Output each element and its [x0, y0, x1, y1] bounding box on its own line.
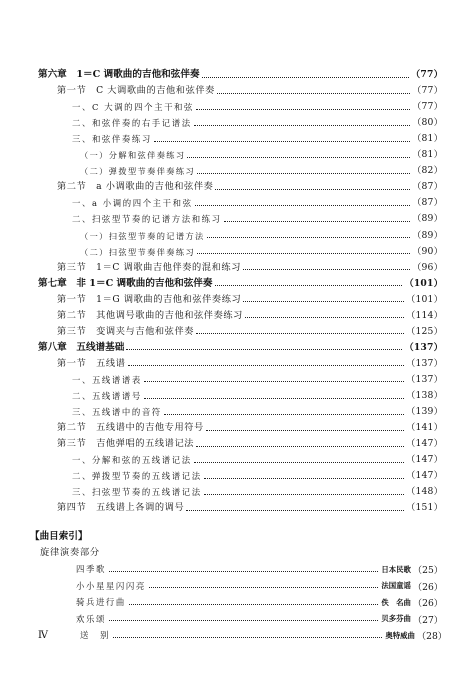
toc-entry-page: （77）: [412, 101, 443, 113]
toc-entry-page: （77）: [411, 69, 443, 80]
toc-entry: [80, 244, 443, 260]
toc-entry-page: （81）: [412, 149, 443, 161]
toc-entry-page: （90）: [412, 245, 443, 257]
song-origin: 奥特威曲: [385, 630, 415, 640]
toc-entry-title: （一）扫弦型节奏的记谱方法: [80, 230, 205, 241]
toc-entry-page: （80）: [412, 117, 443, 129]
song-entry: [76, 561, 443, 577]
toc-entry-page: （82）: [412, 165, 443, 177]
song-title: 四季歌: [76, 564, 106, 574]
toc-entry: [57, 324, 443, 340]
dot-leader: [204, 494, 404, 495]
toc-entry: [38, 340, 443, 356]
toc-entry-page: （139）: [406, 406, 443, 418]
dot-leader: [187, 157, 410, 158]
toc-entry-page: （125）: [406, 325, 443, 337]
toc-entry-title: 第七章 非 1＝C 调歌曲的吉他和弦伴奏: [38, 277, 213, 289]
toc-entry-title: 第一节 五线谱: [57, 357, 126, 369]
toc-entry: [72, 372, 443, 388]
dot-leader: [113, 637, 382, 638]
song-entry: [76, 578, 443, 594]
toc-entry-title: 三、扫弦型节奏的五线谱记法: [72, 487, 202, 498]
song-page: （26）: [412, 598, 443, 610]
toc-entry-title: 第六章 1＝C 调歌曲的吉他和弦伴奏: [38, 69, 200, 80]
dot-leader: [195, 205, 411, 206]
toc-entry-title: 一、分解和弦的五线谱记法: [72, 455, 192, 466]
page-number: Ⅳ: [38, 630, 48, 641]
toc-entry: [57, 420, 443, 436]
dot-leader: [197, 253, 410, 254]
toc-entry-page: （141）: [406, 422, 443, 434]
dot-leader: [196, 446, 404, 447]
toc-entry-title: 第三节 变调夹与吉他和弦伴奏: [57, 325, 195, 337]
toc-entry: [72, 468, 443, 484]
toc-entry-title: 二、五线谱谱号: [72, 391, 142, 401]
toc-entry: [72, 452, 443, 468]
toc-entry: [57, 356, 443, 372]
song-page: （26）: [412, 581, 443, 593]
toc-entry-page: （77）: [412, 85, 443, 97]
dot-leader: [144, 398, 404, 399]
dot-leader: [196, 109, 410, 110]
toc-entry: [80, 163, 443, 179]
toc-entry-title: 第四节 五线谱上各调的调号: [57, 502, 185, 514]
dot-leader: [129, 604, 378, 605]
toc-entry-title: 第三节 1＝C 调歌曲吉他伴奏的混和练习: [57, 261, 241, 273]
dot-leader: [194, 462, 404, 463]
dot-leader: [207, 237, 410, 238]
toc-entry: [80, 147, 443, 163]
toc-entry-page: （147）: [406, 470, 443, 482]
song-title: 骑兵进行曲: [76, 597, 126, 608]
toc-entry: [38, 276, 443, 292]
dot-leader: [186, 510, 404, 511]
song-origin: 贝多芬曲: [381, 614, 411, 624]
toc-entry-page: （89）: [412, 229, 443, 241]
toc-entry-title: 第三节 吉他弹唱的五线谱记法: [57, 438, 195, 450]
dot-leader: [128, 365, 405, 366]
song-page: （28）: [416, 631, 447, 643]
index-heading: 【曲目索引】: [30, 531, 88, 542]
dot-leader: [215, 189, 410, 190]
toc-entry-page: （114）: [406, 309, 443, 321]
toc-entry-title: 第一节 C 大调歌曲的吉他和弦伴奏: [57, 85, 215, 97]
toc-entry-page: （147）: [406, 454, 443, 466]
toc-entry: [57, 83, 443, 99]
toc-entry-title: 第二节 a 小调歌曲的吉他和弦伴奏: [57, 181, 214, 193]
toc-entry: [57, 308, 443, 324]
dot-leader: [243, 269, 410, 270]
toc-entry-page: （87）: [412, 181, 443, 193]
toc-entry: [72, 484, 443, 500]
dot-leader: [245, 317, 404, 318]
toc-entry-page: （96）: [412, 261, 443, 273]
toc-entry: [72, 131, 443, 147]
dot-leader: [204, 478, 404, 479]
dot-leader: [196, 333, 404, 334]
toc-entry: [57, 260, 443, 276]
toc-entry-title: （一）分解和弦伴奏练习: [80, 150, 186, 161]
toc-entry-title: 第一节 1＝G 调歌曲的吉他和弦伴奏练习: [57, 293, 242, 305]
toc-entry: [80, 228, 443, 244]
dot-leader: [109, 571, 378, 572]
dot-leader: [243, 301, 404, 302]
song-page: （27）: [412, 614, 443, 626]
toc-entry-title: 第八章 五线谱基础: [38, 341, 125, 353]
dot-leader: [215, 285, 403, 286]
toc-entry-title: 二、弹拨型节奏的五线谱记法: [72, 471, 202, 482]
toc-entry-title: 第二节 其他调号歌曲的吉他和弦伴奏练习: [57, 309, 243, 321]
song-origin: 日本民歌: [381, 564, 411, 574]
toc-entry-page: （138）: [406, 390, 443, 401]
toc-entry: [57, 179, 443, 195]
toc-entry-page: （101）: [406, 293, 443, 305]
song-entry: [76, 594, 443, 610]
toc-entry-page: （148）: [406, 486, 443, 498]
dot-leader: [126, 349, 402, 350]
dot-leader: [217, 93, 410, 94]
toc-entry-title: 二、和弦伴奏的右手记谱法: [72, 118, 192, 129]
song-entry: [76, 611, 443, 627]
toc-entry: [38, 67, 443, 83]
dot-leader: [194, 125, 410, 126]
dot-leader: [154, 141, 410, 142]
toc-entry-page: （137）: [406, 357, 443, 369]
toc-entry: [72, 99, 443, 115]
toc-entry-title: 第二节 五线谱中的吉他专用符号: [57, 422, 204, 434]
song-page: （25）: [412, 565, 443, 576]
song-title: 送 别: [80, 630, 110, 641]
song-title: 小小星星闪闪亮: [76, 580, 146, 591]
toc-entry-title: 一、a 小调的四个主干和弦: [72, 198, 193, 209]
song-origin: 佚 名曲: [381, 597, 411, 607]
toc-entry: [72, 404, 443, 420]
dot-leader: [164, 414, 404, 415]
toc-entry-title: 二、扫弦型节奏的记谱方法和练习: [72, 214, 222, 225]
toc-entry-page: （147）: [406, 438, 443, 450]
dot-leader: [206, 430, 404, 431]
toc-entry-title: 三、和弦伴奏练习: [72, 134, 152, 145]
dot-leader: [197, 173, 410, 174]
toc-entry-title: （二）弹拨型节奏伴奏练习: [80, 166, 196, 177]
toc-entry-page: （101）: [404, 277, 443, 289]
toc-entry-title: 三、五线谱中的音符: [72, 407, 162, 418]
song-origin: 法国童谣: [381, 581, 411, 591]
dot-leader: [149, 587, 379, 588]
toc-entry: [72, 195, 443, 211]
toc-entry-title: 一、C 大调的四个主干和弦: [72, 102, 194, 113]
toc-entry-page: （137）: [406, 373, 443, 385]
dot-leader: [109, 620, 378, 621]
dot-leader: [224, 221, 411, 222]
song-title: 欢乐颂: [76, 613, 106, 624]
toc-entry-page: （137）: [404, 341, 443, 353]
toc-entry-page: （87）: [412, 197, 443, 209]
toc-entry: [72, 388, 443, 404]
toc-entry-title: 一、五线谱谱表: [72, 374, 142, 385]
toc-entry: [57, 500, 443, 516]
song-entry: [80, 627, 447, 643]
toc-entry-page: （81）: [412, 133, 443, 145]
toc-entry-title: （二）扫弦型节奏伴奏练习: [80, 246, 196, 257]
toc-entry: [72, 211, 443, 227]
toc-entry-page: （151）: [406, 502, 443, 514]
dot-leader: [202, 77, 409, 78]
index-subheading: 旋律演奏部分: [40, 547, 100, 558]
toc-entry: [72, 115, 443, 131]
toc-entry: [57, 436, 443, 452]
toc-entry-page: （89）: [412, 213, 443, 225]
toc-entry: [57, 292, 443, 308]
dot-leader: [144, 381, 404, 382]
